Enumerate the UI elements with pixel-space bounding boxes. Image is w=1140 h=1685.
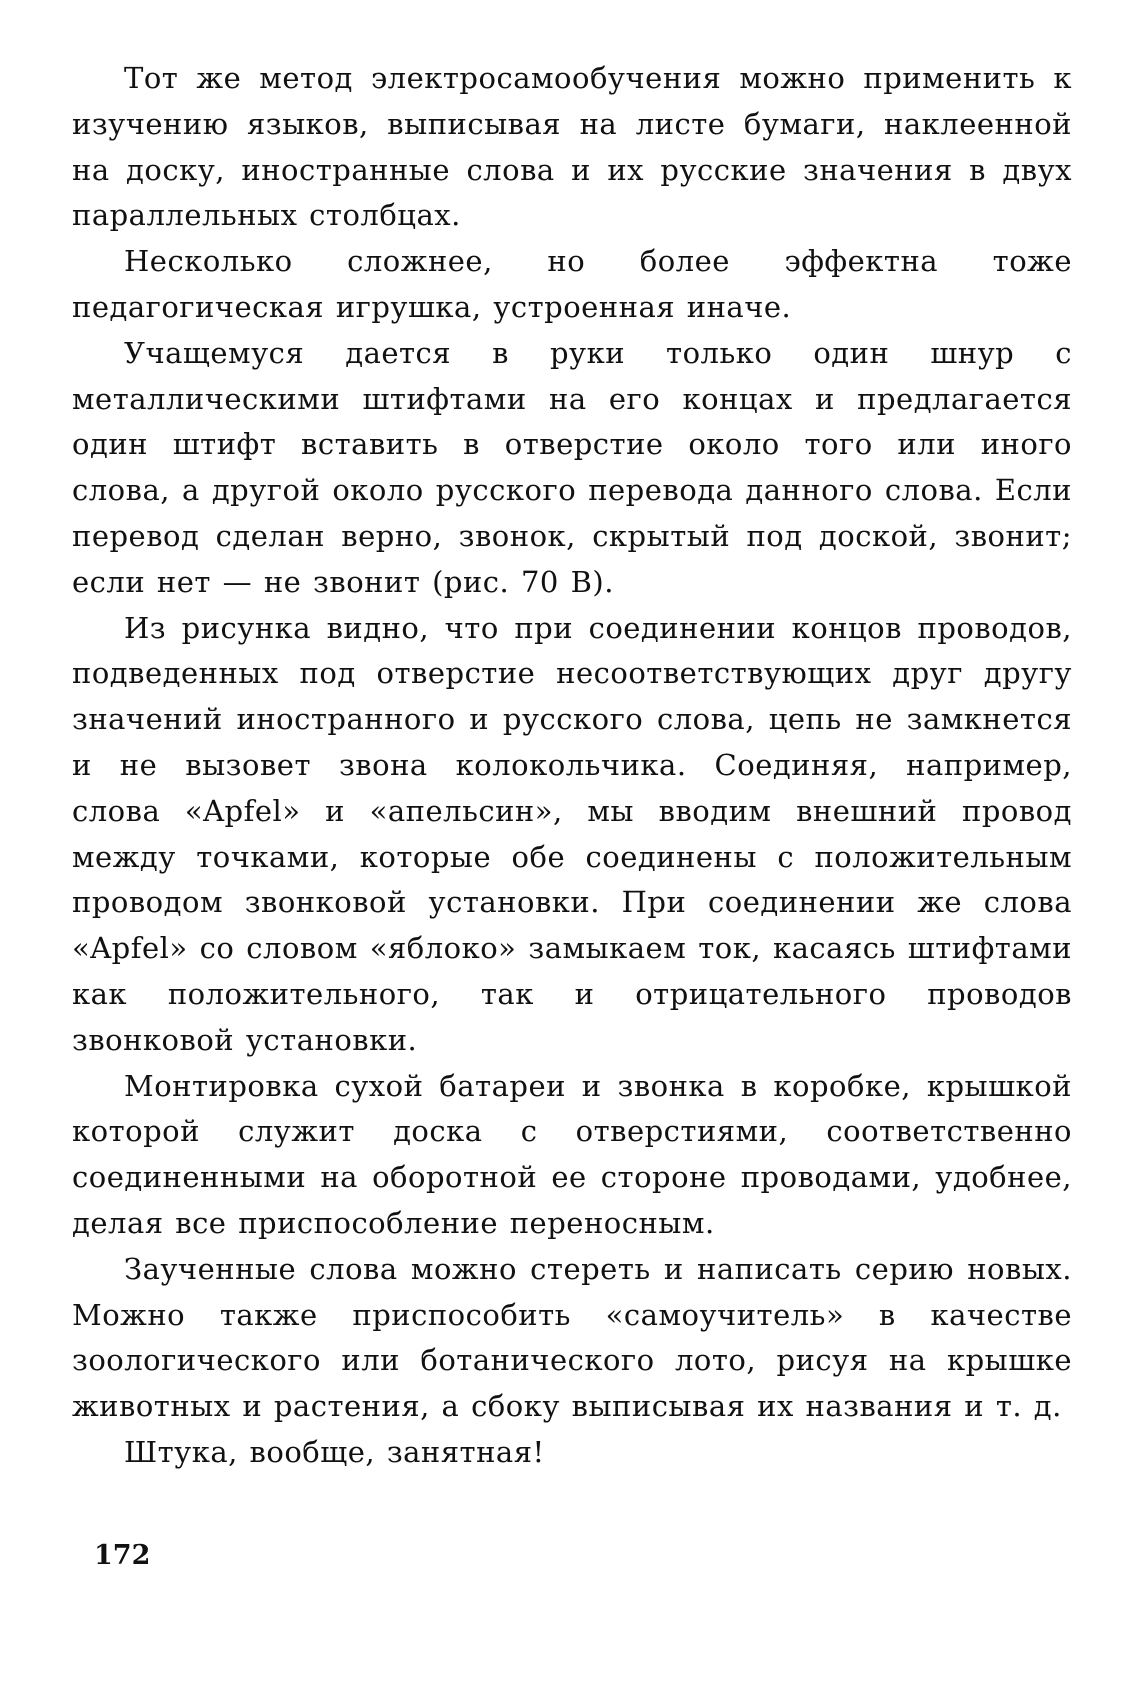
paragraph-6: Заученные слова можно стереть и написать серию новых. Можно также приспособить «самоучитель» в качестве зоологического или ботанического лото, рисуя на крышке животных и растения, а сбоку выписывая их названия и т. д. <box>72 1251 1072 1424</box>
paragraph-1: Тот же метод электросамообучения можно применить к изучению языков, выписывая на листе бумаги, наклеенной на доску, иностранные слова и их русские значения в двух параллельных столбцах. <box>72 61 1072 233</box>
paragraph-7: Штука, вообще, занятная! <box>124 1434 545 1469</box>
paragraph-3: Учащемуся дается в руки только один шнур с металлическими штифтами на его концах и предлагается один штифт вставить в отверстие около того или иного слова, а другой около русского перевода данного слова. Если перевод сделан верно, звонок, скрытый под доской, звонит; если нет — не звонит (рис. 70 В). <box>72 335 1072 599</box>
body-text <box>72 56 1072 1476</box>
paragraph-5: Монтировка сухой батареи и звонка в коробке, крышкой которой служит доска с отверстиями, соответственно соединенными на оборотной ее стороне проводами, удобнее, делая все приспособление переносным. <box>72 1068 1072 1240</box>
page-number: 172 <box>94 1540 151 1571</box>
paragraph-2: Несколько сложнее, но более эффектна тоже педагогическая игрушка, устроенная иначе. <box>72 244 1072 324</box>
paragraph-4: Из рисунка видно, что при соединении концов проводов, подведенных под отверстие несоответствующих друг другу значений иностранного и русского слова, цепь не замкнется и не вызовет звона колокольчика. Соединяя, например, слова «Apfel» и «апельсин», мы вводим внешний провод между точками, которые обе соединены с положительным проводом звонковой установки. При соединении же слова «Apfel» со словом «яблоко» замыкаем ток, касаясь штифтами как положительного, так и отрицательного проводов звонковой установки. <box>72 610 1072 1057</box>
